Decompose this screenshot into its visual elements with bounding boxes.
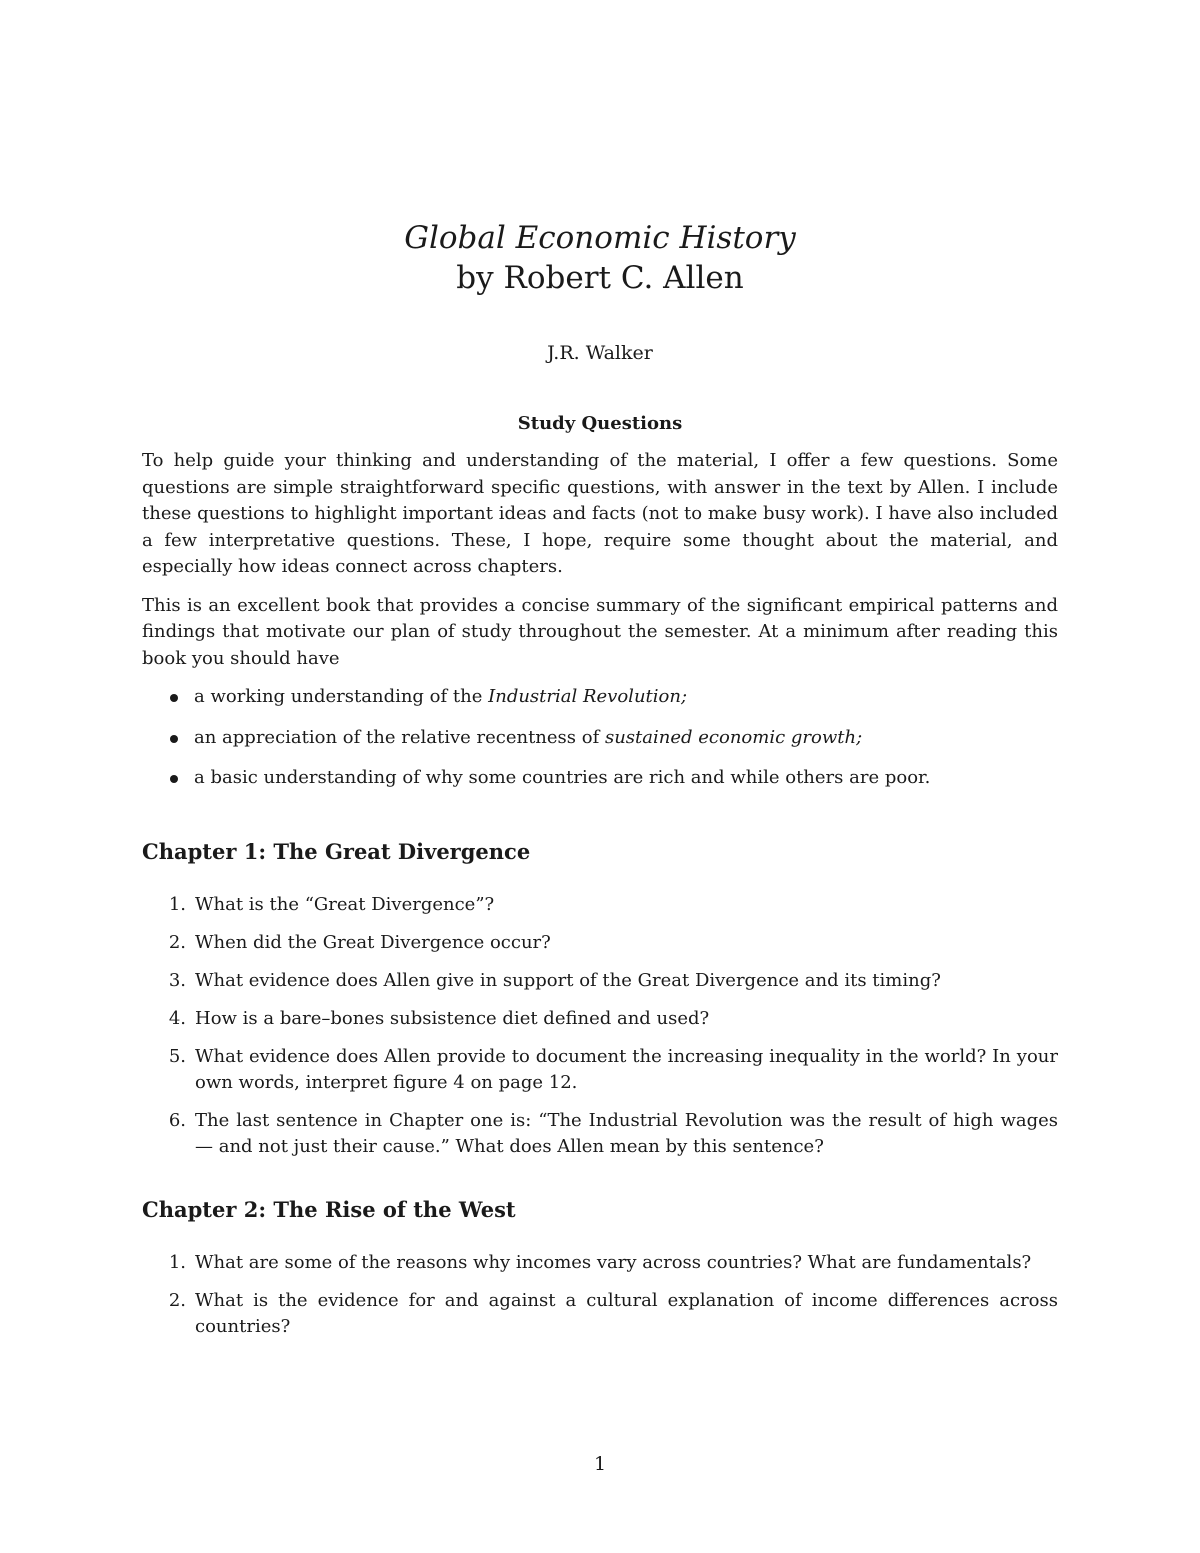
question-number: 5. — [168, 1045, 186, 1067]
bullet-dot-icon — [170, 694, 178, 702]
question-text: When did the Great Divergence occur? — [195, 931, 551, 953]
question-number: 1. — [168, 1251, 186, 1273]
author-name: J.R. Walker — [547, 342, 653, 364]
document-subtitle: by Robert C. Allen — [456, 260, 744, 296]
question-number: 4. — [168, 1007, 186, 1029]
bullet-dot-icon — [170, 775, 178, 783]
chapter-2-questions — [142, 1250, 1058, 1340]
question-item — [142, 1006, 1058, 1032]
bullet-item — [142, 684, 1058, 711]
question-item — [142, 1250, 1058, 1276]
document-title: Global Economic History — [404, 220, 796, 256]
learning-goals-list — [142, 684, 1058, 792]
question-text: What is the evidence for and against a cultural explanation of income differences across countries? — [195, 1289, 1058, 1337]
bullet-item — [142, 725, 1058, 752]
bullet-item — [142, 765, 1058, 792]
page-content — [142, 218, 1058, 1352]
question-number: 3. — [168, 969, 186, 991]
bullet-text: a working understanding of the — [194, 686, 489, 707]
question-item — [142, 930, 1058, 956]
bullet-dot-icon — [170, 735, 178, 743]
book-paragraph: This is an excellent book that provides a concise summary of the significant empirical patterns and findings that motivate our plan of study throughout the semester. At a minimum after reading this book you should have — [142, 594, 1058, 669]
question-text: What is the “Great Divergence”? — [195, 893, 495, 915]
chapter-1-questions — [142, 892, 1058, 1160]
bullet-text: an appreciation of the relative recentness of — [194, 726, 605, 748]
question-item — [142, 1288, 1058, 1340]
question-text: What are some of the reasons why incomes vary across countries? What are fundamentals? — [195, 1251, 1032, 1273]
question-number: 2. — [168, 1289, 186, 1311]
question-item — [142, 1044, 1058, 1096]
bullet-text: a basic understanding of why some countries are rich and while others are poor. — [194, 767, 931, 788]
question-item — [142, 968, 1058, 994]
bullet-emphasis: Industrial Revolution; — [488, 686, 688, 707]
question-text: How is a bare–bones subsistence diet defined and used? — [195, 1007, 710, 1029]
question-number: 2. — [168, 931, 186, 953]
question-number: 6. — [168, 1109, 186, 1131]
bullet-emphasis: sustained economic growth; — [604, 726, 863, 748]
question-item — [142, 892, 1058, 918]
question-item — [142, 1108, 1058, 1160]
intro-paragraph: To help guide your thinking and understanding of the material, I offer a few questions. Some questions are simple straightforward specific questions, with answer in the text by Allen. I include these questions to highlight important ideas and facts (not to make busy work). I have also included a few interpretative questions. These, I hope, require some thought about the material, and especially how ideas connect across chapters. — [142, 450, 1058, 577]
question-number: 1. — [168, 893, 186, 915]
question-text: What evidence does Allen give in support of the Great Divergence and its timing? — [195, 969, 941, 991]
page-number: 1 — [593, 1453, 607, 1475]
question-text: What evidence does Allen provide to document the increasing inequality in the world? In your own words, interpret figure 4 on page 12. — [195, 1045, 1058, 1093]
chapter-2-heading: Chapter 2: The Rise of the West — [142, 1196, 516, 1222]
question-text: The last sentence in Chapter one is: “The Industrial Revolution was the result of high wages — and not just their cause.” What does Allen mean by this sentence? — [195, 1109, 1058, 1157]
chapter-1-heading: Chapter 1: The Great Divergence — [142, 838, 531, 864]
study-questions-heading: Study Questions — [517, 413, 683, 434]
